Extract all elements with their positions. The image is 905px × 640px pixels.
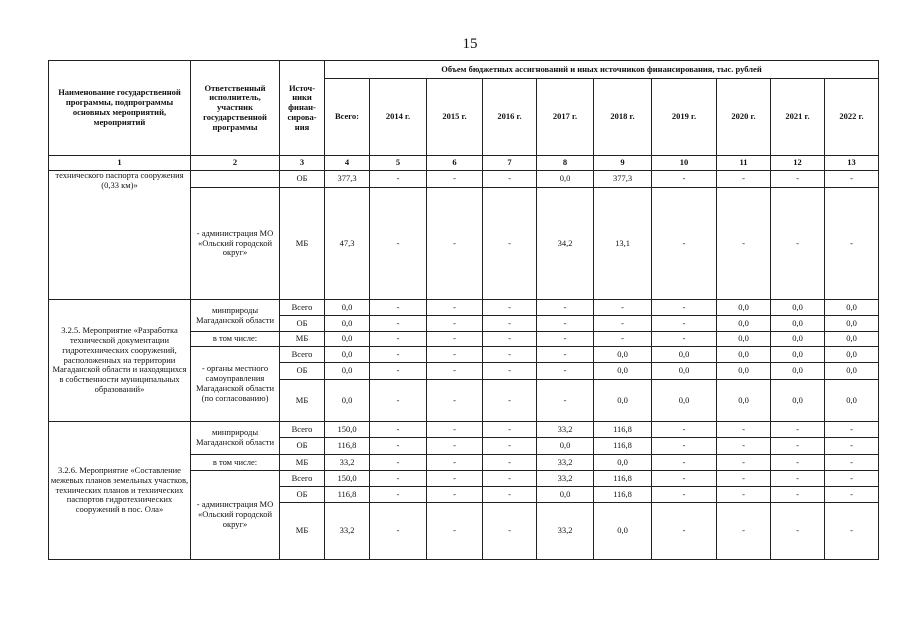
value-cell: - [537, 380, 594, 422]
header-year: 2015 г. [427, 79, 483, 156]
source-cell: ОБ [280, 363, 325, 380]
value-cell: 33,2 [537, 455, 594, 471]
value-cell: - [652, 188, 717, 300]
value-cell: 116,8 [594, 471, 652, 487]
value-cell: 116,8 [325, 438, 370, 455]
value-cell: - [483, 503, 537, 560]
source-cell: ОБ [280, 487, 325, 503]
measure-name: технического паспорта сооружения (0,33 км)» [49, 171, 191, 300]
value-cell: 116,8 [325, 487, 370, 503]
col-number: 6 [427, 156, 483, 171]
in-total-label: в том числе: [191, 455, 280, 471]
value-cell: 33,2 [325, 455, 370, 471]
column-numbers-row [49, 156, 879, 171]
value-cell: 377,3 [594, 171, 652, 188]
value-cell: 0,0 [594, 347, 652, 363]
header-year: 2021 г. [771, 79, 825, 156]
table-row [49, 171, 879, 188]
value-cell: - [594, 316, 652, 332]
value-cell: - [370, 332, 427, 347]
value-cell: - [483, 471, 537, 487]
value-cell: 0,0 [771, 347, 825, 363]
col-number: 4 [325, 156, 370, 171]
value-cell: - [652, 171, 717, 188]
source-cell: ОБ [280, 171, 325, 188]
value-cell: - [771, 487, 825, 503]
value-cell: - [771, 455, 825, 471]
value-cell: - [594, 300, 652, 316]
header-year: 2014 г. [370, 79, 427, 156]
value-cell: - [427, 363, 483, 380]
value-cell: - [427, 347, 483, 363]
source-cell: ОБ [280, 316, 325, 332]
value-cell: - [771, 188, 825, 300]
value-cell: 116,8 [594, 438, 652, 455]
measure-name: 3.2.6. Мероприятие «Составление межевых планов земельных участков, технических планов и технических паспортов гидротехнических сооружений в пос. Ола» [49, 422, 191, 560]
value-cell: 150,0 [325, 422, 370, 438]
measure-name: 3.2.5. Мероприятие «Разработка технической документации гидротехнических сооружений, расположенных на территории Магаданской области и находящихся в собственности муниципальных образований» [49, 300, 191, 422]
value-cell: - [771, 438, 825, 455]
value-cell: - [537, 332, 594, 347]
value-cell: 0,0 [594, 363, 652, 380]
source-cell: МБ [280, 503, 325, 560]
header-year: 2020 г. [717, 79, 771, 156]
value-cell: - [825, 171, 879, 188]
source-cell: Всего [280, 347, 325, 363]
col-number: 9 [594, 156, 652, 171]
value-cell: 0,0 [825, 300, 879, 316]
table-row [49, 300, 879, 316]
value-cell: - [427, 316, 483, 332]
value-cell: - [717, 455, 771, 471]
value-cell: - [825, 422, 879, 438]
value-cell: - [427, 300, 483, 316]
value-cell: 0,0 [325, 300, 370, 316]
value-cell: 0,0 [537, 171, 594, 188]
col-number: 3 [280, 156, 325, 171]
value-cell: - [652, 332, 717, 347]
col-number: 8 [537, 156, 594, 171]
value-cell: 0,0 [652, 347, 717, 363]
source-cell: МБ [280, 455, 325, 471]
value-cell: 150,0 [325, 471, 370, 487]
header-year: 2022 г. [825, 79, 879, 156]
value-cell: - [652, 438, 717, 455]
value-cell: 116,8 [594, 422, 652, 438]
value-cell: 0,0 [717, 300, 771, 316]
table-row [49, 422, 879, 438]
source-cell: МБ [280, 332, 325, 347]
executor-cell: - органы местного самоуправления Магаданской области (по согласованию) [191, 347, 280, 422]
value-cell: - [370, 380, 427, 422]
col-number: 10 [652, 156, 717, 171]
col-number: 1 [49, 156, 191, 171]
value-cell: - [825, 487, 879, 503]
value-cell: 0,0 [771, 380, 825, 422]
value-cell: 0,0 [825, 347, 879, 363]
source-cell: Всего [280, 471, 325, 487]
value-cell: 33,2 [537, 471, 594, 487]
value-cell: 0,0 [717, 316, 771, 332]
value-cell: - [427, 380, 483, 422]
value-cell: 34,2 [537, 188, 594, 300]
value-cell: 0,0 [325, 316, 370, 332]
col-number: 12 [771, 156, 825, 171]
value-cell: - [771, 422, 825, 438]
value-cell: 0,0 [825, 316, 879, 332]
header-year: 2018 г. [594, 79, 652, 156]
value-cell: - [652, 471, 717, 487]
value-cell: - [427, 422, 483, 438]
header-source: Источ-ники финан-сирова-ния [280, 61, 325, 156]
value-cell: 0,0 [594, 380, 652, 422]
value-cell: - [370, 347, 427, 363]
value-cell: 0,0 [771, 300, 825, 316]
value-cell: - [717, 471, 771, 487]
col-number: 7 [483, 156, 537, 171]
value-cell: 0,0 [325, 363, 370, 380]
value-cell: 33,2 [537, 422, 594, 438]
source-cell: МБ [280, 380, 325, 422]
value-cell: 116,8 [594, 487, 652, 503]
value-cell: - [370, 503, 427, 560]
value-cell: - [825, 438, 879, 455]
value-cell: 33,2 [537, 503, 594, 560]
value-cell: - [717, 422, 771, 438]
value-cell: - [370, 188, 427, 300]
value-cell: - [483, 332, 537, 347]
funding-table [48, 60, 879, 560]
value-cell: - [483, 455, 537, 471]
value-cell: - [370, 471, 427, 487]
value-cell: - [652, 455, 717, 471]
value-cell: 0,0 [717, 347, 771, 363]
value-cell: - [771, 171, 825, 188]
value-cell: - [652, 300, 717, 316]
value-cell: - [370, 316, 427, 332]
value-cell: - [483, 171, 537, 188]
value-cell: 0,0 [771, 332, 825, 347]
value-cell: - [537, 300, 594, 316]
value-cell: - [427, 487, 483, 503]
value-cell: 377,3 [325, 171, 370, 188]
value-cell: 0,0 [325, 347, 370, 363]
value-cell: - [652, 316, 717, 332]
value-cell: - [483, 188, 537, 300]
value-cell: - [717, 171, 771, 188]
value-cell: - [483, 316, 537, 332]
value-cell: 0,0 [717, 332, 771, 347]
value-cell: - [537, 363, 594, 380]
source-cell: Всего [280, 300, 325, 316]
value-cell: 0,0 [825, 332, 879, 347]
value-cell: 0,0 [717, 380, 771, 422]
value-cell: - [825, 455, 879, 471]
header-year: 2016 г. [483, 79, 537, 156]
value-cell: 0,0 [537, 487, 594, 503]
in-total-label: в том числе: [191, 332, 280, 347]
value-cell: 0,0 [771, 316, 825, 332]
value-cell: 0,0 [325, 332, 370, 347]
value-cell: 0,0 [652, 363, 717, 380]
value-cell: - [717, 188, 771, 300]
value-cell: 0,0 [325, 380, 370, 422]
value-cell: - [825, 471, 879, 487]
value-cell: - [483, 363, 537, 380]
value-cell: 0,0 [652, 380, 717, 422]
col-number: 5 [370, 156, 427, 171]
value-cell: 0,0 [825, 363, 879, 380]
value-cell: - [825, 188, 879, 300]
value-cell: - [483, 380, 537, 422]
col-number: 2 [191, 156, 280, 171]
header-funding-group: Объем бюджетных ассигнований и иных источников финансирования, тыс. рублей [325, 61, 879, 79]
value-cell: 13,1 [594, 188, 652, 300]
value-cell: - [483, 438, 537, 455]
source-cell: ОБ [280, 438, 325, 455]
value-cell: - [370, 171, 427, 188]
value-cell: - [717, 503, 771, 560]
page-number: 15 [462, 36, 478, 52]
header-name: Наименование государственной программы, подпрограммы основных мероприятий, мероприятий [49, 61, 191, 156]
value-cell: - [717, 487, 771, 503]
value-cell: - [483, 300, 537, 316]
value-cell: 0,0 [594, 455, 652, 471]
executor-cell: минприроды Магаданской области [191, 422, 280, 455]
value-cell: - [427, 471, 483, 487]
value-cell: - [370, 455, 427, 471]
executor-empty [191, 171, 280, 188]
value-cell: - [717, 438, 771, 455]
value-cell: - [537, 316, 594, 332]
value-cell: - [370, 300, 427, 316]
source-cell: МБ [280, 188, 325, 300]
executor-cell: - администрация МО «Ольский городской округ» [191, 188, 280, 300]
executor-cell: минприроды Магаданской области [191, 300, 280, 332]
header-year: 2019 г. [652, 79, 717, 156]
value-cell: 0,0 [537, 438, 594, 455]
value-cell: - [370, 438, 427, 455]
value-cell: 33,2 [325, 503, 370, 560]
header-year: Всего: [325, 79, 370, 156]
value-cell: - [652, 487, 717, 503]
value-cell: - [427, 438, 483, 455]
value-cell: - [370, 487, 427, 503]
value-cell: - [370, 422, 427, 438]
value-cell: - [370, 363, 427, 380]
value-cell: - [483, 347, 537, 363]
source-cell: Всего [280, 422, 325, 438]
value-cell: - [825, 503, 879, 560]
header-row-1 [49, 61, 879, 79]
value-cell: 0,0 [771, 363, 825, 380]
col-number: 13 [825, 156, 879, 171]
value-cell: - [483, 487, 537, 503]
value-cell: - [483, 422, 537, 438]
value-cell: - [427, 188, 483, 300]
value-cell: - [771, 503, 825, 560]
value-cell: - [594, 332, 652, 347]
value-cell: - [652, 503, 717, 560]
executor-cell: - администрация МО «Ольский городской округ» [191, 471, 280, 560]
header-year: 2017 г. [537, 79, 594, 156]
value-cell: - [771, 471, 825, 487]
col-number: 11 [717, 156, 771, 171]
value-cell: - [427, 455, 483, 471]
value-cell: 0,0 [717, 363, 771, 380]
value-cell: - [652, 422, 717, 438]
value-cell: - [427, 171, 483, 188]
value-cell: 0,0 [825, 380, 879, 422]
value-cell: - [427, 332, 483, 347]
header-responsible: Ответственный исполнитель, участник государственной программы [191, 61, 280, 156]
value-cell: 47,3 [325, 188, 370, 300]
value-cell: - [427, 503, 483, 560]
value-cell: - [537, 347, 594, 363]
value-cell: 0,0 [594, 503, 652, 560]
